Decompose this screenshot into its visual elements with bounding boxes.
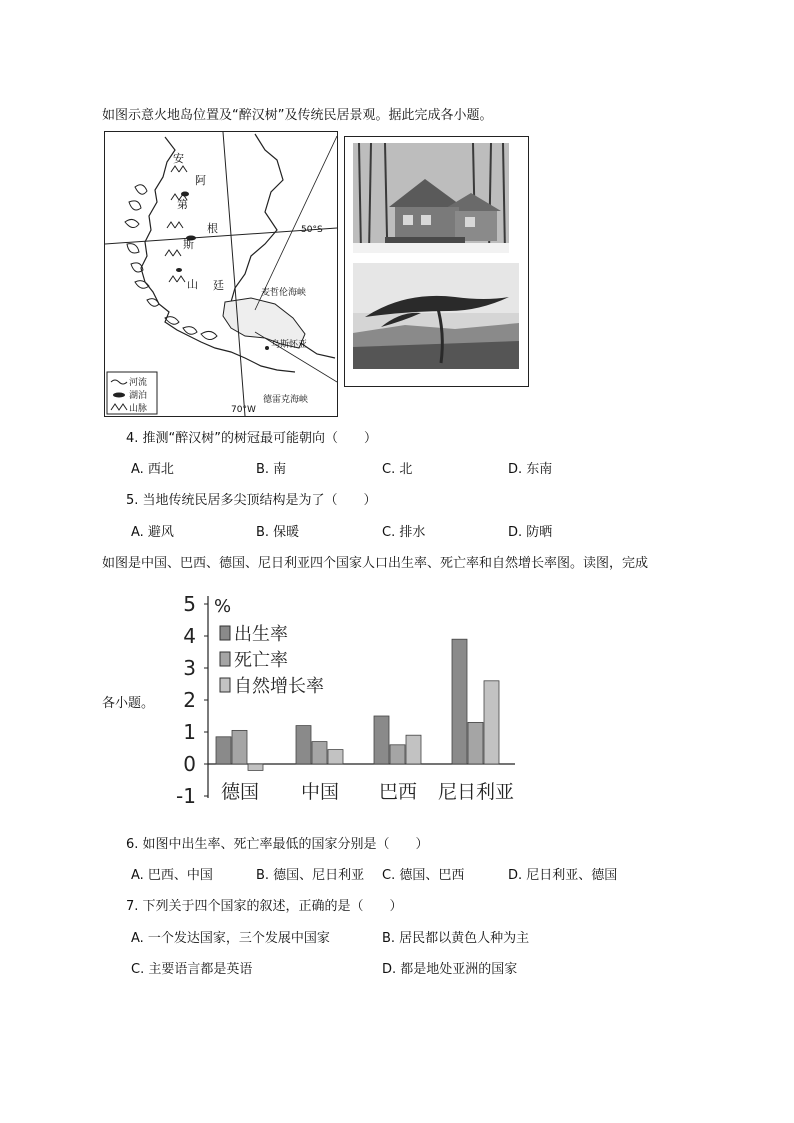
bar [232,730,247,764]
bar [216,737,231,764]
q7-option-b[interactable]: B. 居民都以黄色人种为主 [382,931,530,946]
country-char-2: 根 [207,222,218,235]
q5-option-b[interactable]: B. 保暖 [256,525,300,540]
section1-intro: 如图示意火地岛位置及“醉汉树”及传统民居景观。据此完成各小题。 [102,108,493,123]
bar [390,745,405,764]
y-tick-label: 2 [183,688,196,712]
mountain-range [165,166,187,282]
y-tick-label: 1 [183,720,196,744]
y-tick-label: 0 [183,752,196,776]
legend-label: 自然增长率 [234,676,324,697]
strait-label-magellan: 麦哲伦海峡 [261,288,307,298]
house-photo [353,143,509,253]
bar [452,639,467,764]
mountain-char-2: 第 [177,198,188,211]
legend-river: 河流 [129,378,148,388]
connector-line-top [255,136,337,310]
mountain-char-1: 安 [173,152,184,165]
q5-option-a[interactable]: A. 避风 [131,525,174,540]
q7-option-a[interactable]: A. 一个发达国家，三个发展中国家 [131,931,330,946]
legend-lake: 湖泊 [129,391,148,401]
mountain-char-3: 斯 [183,238,194,251]
bar [374,716,389,764]
question-6-stem: 6. 如图中出生率、死亡率最低的国家分别是（ ） [126,837,429,852]
latitude-label: 50°S [301,225,323,235]
legend-label: 出生率 [234,624,288,645]
q6-option-b[interactable]: B. 德国、尼日利亚 [256,868,365,883]
legend-swatch [220,652,230,666]
bar [484,681,499,764]
bar [312,742,327,764]
chart-svg [160,582,520,814]
q5-option-c[interactable]: C. 排水 [382,525,426,540]
map-drawing [105,132,337,416]
x-tick-label: 德国 [220,781,260,803]
map-legend [107,372,157,414]
lake-legend-icon [113,393,125,398]
photos-drawing [345,137,528,386]
y-unit-label: % [214,596,232,617]
bar [248,764,263,770]
longitude-label: 70°W [231,405,256,415]
bar [406,735,421,764]
city-label: 乌斯怀亚 [271,340,308,350]
q6-option-c[interactable]: C. 德国、巴西 [382,868,465,883]
islands [125,185,217,340]
bar [468,722,483,764]
tree-photo [353,263,519,369]
q4-option-b[interactable]: B. 南 [256,462,287,477]
q4-option-a[interactable]: A. 西北 [131,462,174,477]
population-rate-chart [160,582,520,814]
q5-option-d[interactable]: D. 防晒 [508,525,553,540]
y-tick-label: 3 [183,656,196,680]
y-tick-label: 5 [183,592,196,616]
q7-option-d[interactable]: D. 都是地处亚洲的国家 [382,962,518,977]
question-4-stem: 4. 推测“醉汉树”的树冠最可能朝向（ ） [126,431,378,446]
q4-option-c[interactable]: C. 北 [382,462,413,477]
y-tick-label: -1 [176,784,196,808]
legend-swatch [220,678,230,692]
legend-swatch [220,626,230,640]
y-tick-label: 4 [183,624,196,648]
bar [296,726,311,764]
legend-label: 死亡率 [234,650,288,671]
q4-option-d[interactable]: D. 东南 [508,462,553,477]
question-5-stem: 5. 当地传统民居多尖顶结构是为了（ ） [126,493,377,508]
section2-intro-line2: 各小题。 [102,696,155,711]
q6-option-d[interactable]: D. 尼日利亚、德国 [508,868,618,883]
photo-frame [344,136,529,387]
country-char-3: 廷 [213,279,224,292]
country-char-1: 阿 [195,174,206,187]
section2-intro-line1: 如图是中国、巴西、德国、尼日利亚四个国家人口出生率、死亡率和自然增长率图。读图，完成 [102,556,649,571]
strait-label-drake: 德雷克海峡 [263,395,309,405]
x-tick-label: 巴西 [378,781,418,803]
bar [328,750,343,764]
x-tick-label: 尼日利亚 [437,781,515,803]
q7-option-c[interactable]: C. 主要语言都是英语 [131,962,253,977]
question-7-stem: 7. 下列关于四个国家的叙述，正确的是（ ） [126,899,403,914]
longitude-70w-line [223,132,245,416]
legend-mountain: 山脉 [129,404,148,414]
x-tick-label: 中国 [300,781,340,803]
mountain-char-4: 山 [187,278,198,291]
q6-option-a[interactable]: A. 巴西、中国 [131,868,213,883]
tierra-del-fuego-map [104,131,338,417]
city-dot [265,346,269,350]
